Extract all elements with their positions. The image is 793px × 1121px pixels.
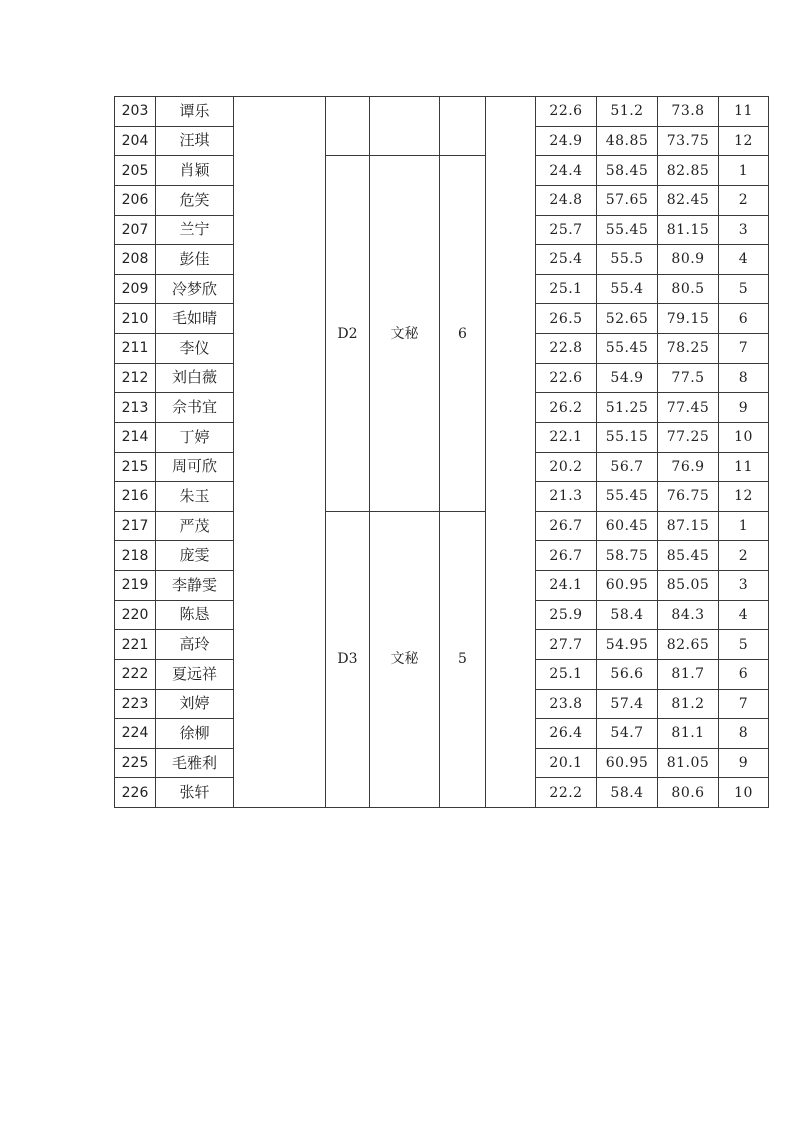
total-score-cell: 76.9 xyxy=(658,452,719,482)
rank-cell: 12 xyxy=(719,126,769,156)
interview-score-cell: 57.4 xyxy=(597,689,658,719)
name-cell: 危笑 xyxy=(156,185,234,215)
empty-cell xyxy=(486,748,536,778)
position-code-cell: D3 xyxy=(326,511,370,807)
name-cell: 李静雯 xyxy=(156,571,234,601)
written-score-cell: 25.9 xyxy=(536,600,597,630)
rank-cell: 9 xyxy=(719,748,769,778)
rank-cell: 6 xyxy=(719,659,769,689)
serial-number-cell: 216 xyxy=(115,482,156,512)
total-score-cell: 81.05 xyxy=(658,748,719,778)
rank-cell: 2 xyxy=(719,541,769,571)
interview-score-cell: 58.75 xyxy=(597,541,658,571)
rank-cell: 10 xyxy=(719,778,769,808)
written-score-cell: 22.8 xyxy=(536,334,597,364)
interview-score-cell: 58.45 xyxy=(597,156,658,186)
written-score-cell: 25.1 xyxy=(536,659,597,689)
empty-cell xyxy=(486,541,536,571)
written-score-cell: 25.7 xyxy=(536,215,597,245)
name-cell: 毛如晴 xyxy=(156,304,234,334)
name-cell: 夏远祥 xyxy=(156,659,234,689)
position-name-cell: 文秘 xyxy=(370,511,440,807)
rank-cell: 11 xyxy=(719,97,769,127)
score-table xyxy=(114,96,769,808)
written-score-cell: 20.1 xyxy=(536,748,597,778)
serial-number-cell: 212 xyxy=(115,363,156,393)
quota-cell: 5 xyxy=(440,511,486,807)
interview-score-cell: 57.65 xyxy=(597,185,658,215)
interview-score-cell: 54.7 xyxy=(597,719,658,749)
empty-cell xyxy=(234,334,326,364)
total-score-cell: 80.9 xyxy=(658,245,719,275)
name-cell: 朱玉 xyxy=(156,482,234,512)
written-score-cell: 22.2 xyxy=(536,778,597,808)
interview-score-cell: 55.45 xyxy=(597,334,658,364)
empty-cell xyxy=(486,215,536,245)
written-score-cell: 24.9 xyxy=(536,126,597,156)
interview-score-cell: 48.85 xyxy=(597,126,658,156)
empty-cell xyxy=(234,274,326,304)
rank-cell: 8 xyxy=(719,719,769,749)
serial-number-cell: 208 xyxy=(115,245,156,275)
serial-number-cell: 222 xyxy=(115,659,156,689)
written-score-cell: 22.1 xyxy=(536,422,597,452)
serial-number-cell: 214 xyxy=(115,422,156,452)
name-cell: 刘婷 xyxy=(156,689,234,719)
interview-score-cell: 55.4 xyxy=(597,274,658,304)
serial-number-cell: 223 xyxy=(115,689,156,719)
empty-cell xyxy=(234,541,326,571)
empty-cell xyxy=(486,422,536,452)
empty-cell xyxy=(234,452,326,482)
written-score-cell: 20.2 xyxy=(536,452,597,482)
serial-number-cell: 210 xyxy=(115,304,156,334)
position-name-cell: 文秘 xyxy=(370,156,440,512)
empty-cell xyxy=(486,719,536,749)
written-score-cell: 25.4 xyxy=(536,245,597,275)
total-score-cell: 81.2 xyxy=(658,689,719,719)
empty-cell xyxy=(486,334,536,364)
name-cell: 高玲 xyxy=(156,630,234,660)
rank-cell: 4 xyxy=(719,245,769,275)
rank-cell: 5 xyxy=(719,274,769,304)
empty-cell xyxy=(486,659,536,689)
total-score-cell: 82.45 xyxy=(658,185,719,215)
position-name-cell xyxy=(370,97,440,156)
total-score-cell: 77.45 xyxy=(658,393,719,423)
total-score-cell: 82.65 xyxy=(658,630,719,660)
empty-cell xyxy=(486,689,536,719)
written-score-cell: 26.7 xyxy=(536,541,597,571)
rank-cell: 3 xyxy=(719,215,769,245)
rank-cell: 1 xyxy=(719,156,769,186)
serial-number-cell: 219 xyxy=(115,571,156,601)
name-cell: 刘白薇 xyxy=(156,363,234,393)
rank-cell: 6 xyxy=(719,304,769,334)
rank-cell: 4 xyxy=(719,600,769,630)
written-score-cell: 24.4 xyxy=(536,156,597,186)
empty-cell xyxy=(234,126,326,156)
empty-cell xyxy=(486,778,536,808)
empty-cell xyxy=(234,393,326,423)
written-score-cell: 26.2 xyxy=(536,393,597,423)
empty-cell xyxy=(486,304,536,334)
interview-score-cell: 55.15 xyxy=(597,422,658,452)
empty-cell xyxy=(234,600,326,630)
total-score-cell: 79.15 xyxy=(658,304,719,334)
empty-cell xyxy=(234,719,326,749)
empty-cell xyxy=(486,97,536,127)
name-cell: 周可欣 xyxy=(156,452,234,482)
empty-cell xyxy=(234,748,326,778)
empty-cell xyxy=(234,482,326,512)
quota-cell xyxy=(440,97,486,156)
total-score-cell: 87.15 xyxy=(658,511,719,541)
empty-cell xyxy=(486,185,536,215)
empty-cell xyxy=(486,482,536,512)
serial-number-cell: 218 xyxy=(115,541,156,571)
rank-cell: 7 xyxy=(719,689,769,719)
interview-score-cell: 55.5 xyxy=(597,245,658,275)
total-score-cell: 73.8 xyxy=(658,97,719,127)
total-score-cell: 78.25 xyxy=(658,334,719,364)
empty-cell xyxy=(486,245,536,275)
interview-score-cell: 51.2 xyxy=(597,97,658,127)
interview-score-cell: 58.4 xyxy=(597,600,658,630)
name-cell: 李仪 xyxy=(156,334,234,364)
empty-cell xyxy=(486,393,536,423)
written-score-cell: 21.3 xyxy=(536,482,597,512)
interview-score-cell: 60.95 xyxy=(597,748,658,778)
rank-cell: 8 xyxy=(719,363,769,393)
empty-cell xyxy=(234,97,326,127)
written-score-cell: 22.6 xyxy=(536,97,597,127)
empty-cell xyxy=(486,156,536,186)
empty-cell xyxy=(486,126,536,156)
total-score-cell: 76.75 xyxy=(658,482,719,512)
position-code-cell: D2 xyxy=(326,156,370,512)
written-score-cell: 25.1 xyxy=(536,274,597,304)
interview-score-cell: 52.65 xyxy=(597,304,658,334)
interview-score-cell: 60.45 xyxy=(597,511,658,541)
rank-cell: 3 xyxy=(719,571,769,601)
serial-number-cell: 209 xyxy=(115,274,156,304)
name-cell: 丁婷 xyxy=(156,422,234,452)
table-row xyxy=(115,511,769,541)
total-score-cell: 81.1 xyxy=(658,719,719,749)
rank-cell: 10 xyxy=(719,422,769,452)
name-cell: 严茂 xyxy=(156,511,234,541)
position-code-cell xyxy=(326,97,370,156)
empty-cell xyxy=(234,778,326,808)
name-cell: 张轩 xyxy=(156,778,234,808)
empty-cell xyxy=(234,659,326,689)
serial-number-cell: 221 xyxy=(115,630,156,660)
serial-number-cell: 207 xyxy=(115,215,156,245)
empty-cell xyxy=(486,630,536,660)
serial-number-cell: 205 xyxy=(115,156,156,186)
total-score-cell: 81.7 xyxy=(658,659,719,689)
rank-cell: 12 xyxy=(719,482,769,512)
name-cell: 徐柳 xyxy=(156,719,234,749)
written-score-cell: 27.7 xyxy=(536,630,597,660)
name-cell: 毛雅利 xyxy=(156,748,234,778)
name-cell: 彭佳 xyxy=(156,245,234,275)
rank-cell: 7 xyxy=(719,334,769,364)
serial-number-cell: 211 xyxy=(115,334,156,364)
total-score-cell: 85.05 xyxy=(658,571,719,601)
total-score-cell: 73.75 xyxy=(658,126,719,156)
score-table-body xyxy=(115,97,769,808)
rank-cell: 5 xyxy=(719,630,769,660)
quota-cell: 6 xyxy=(440,156,486,512)
empty-cell xyxy=(234,511,326,541)
written-score-cell: 24.8 xyxy=(536,185,597,215)
name-cell: 肖颖 xyxy=(156,156,234,186)
rank-cell: 9 xyxy=(719,393,769,423)
empty-cell xyxy=(234,304,326,334)
interview-score-cell: 54.9 xyxy=(597,363,658,393)
interview-score-cell: 55.45 xyxy=(597,215,658,245)
name-cell: 兰宁 xyxy=(156,215,234,245)
total-score-cell: 81.15 xyxy=(658,215,719,245)
serial-number-cell: 217 xyxy=(115,511,156,541)
serial-number-cell: 213 xyxy=(115,393,156,423)
empty-cell xyxy=(234,156,326,186)
total-score-cell: 77.25 xyxy=(658,422,719,452)
table-row xyxy=(115,97,769,127)
empty-cell xyxy=(234,363,326,393)
name-cell: 冷梦欣 xyxy=(156,274,234,304)
interview-score-cell: 54.95 xyxy=(597,630,658,660)
table-row xyxy=(115,156,769,186)
serial-number-cell: 203 xyxy=(115,97,156,127)
rank-cell: 1 xyxy=(719,511,769,541)
empty-cell xyxy=(234,630,326,660)
empty-cell xyxy=(486,452,536,482)
serial-number-cell: 226 xyxy=(115,778,156,808)
written-score-cell: 23.8 xyxy=(536,689,597,719)
rank-cell: 11 xyxy=(719,452,769,482)
total-score-cell: 84.3 xyxy=(658,600,719,630)
empty-cell xyxy=(234,245,326,275)
serial-number-cell: 225 xyxy=(115,748,156,778)
empty-cell xyxy=(234,571,326,601)
empty-cell xyxy=(486,571,536,601)
total-score-cell: 80.5 xyxy=(658,274,719,304)
name-cell: 陈恳 xyxy=(156,600,234,630)
interview-score-cell: 56.6 xyxy=(597,659,658,689)
name-cell: 庞雯 xyxy=(156,541,234,571)
empty-cell xyxy=(486,274,536,304)
total-score-cell: 80.6 xyxy=(658,778,719,808)
empty-cell xyxy=(486,511,536,541)
serial-number-cell: 206 xyxy=(115,185,156,215)
serial-number-cell: 220 xyxy=(115,600,156,630)
interview-score-cell: 60.95 xyxy=(597,571,658,601)
empty-cell xyxy=(234,422,326,452)
name-cell: 谭乐 xyxy=(156,97,234,127)
empty-cell xyxy=(486,600,536,630)
serial-number-cell: 204 xyxy=(115,126,156,156)
name-cell: 汪琪 xyxy=(156,126,234,156)
written-score-cell: 22.6 xyxy=(536,363,597,393)
empty-cell xyxy=(234,215,326,245)
written-score-cell: 26.7 xyxy=(536,511,597,541)
written-score-cell: 24.1 xyxy=(536,571,597,601)
serial-number-cell: 215 xyxy=(115,452,156,482)
empty-cell xyxy=(234,689,326,719)
interview-score-cell: 51.25 xyxy=(597,393,658,423)
rank-cell: 2 xyxy=(719,185,769,215)
interview-score-cell: 58.4 xyxy=(597,778,658,808)
written-score-cell: 26.4 xyxy=(536,719,597,749)
empty-cell xyxy=(234,185,326,215)
serial-number-cell: 224 xyxy=(115,719,156,749)
name-cell: 佘书宜 xyxy=(156,393,234,423)
empty-cell xyxy=(486,363,536,393)
interview-score-cell: 55.45 xyxy=(597,482,658,512)
total-score-cell: 82.85 xyxy=(658,156,719,186)
interview-score-cell: 56.7 xyxy=(597,452,658,482)
total-score-cell: 77.5 xyxy=(658,363,719,393)
total-score-cell: 85.45 xyxy=(658,541,719,571)
written-score-cell: 26.5 xyxy=(536,304,597,334)
